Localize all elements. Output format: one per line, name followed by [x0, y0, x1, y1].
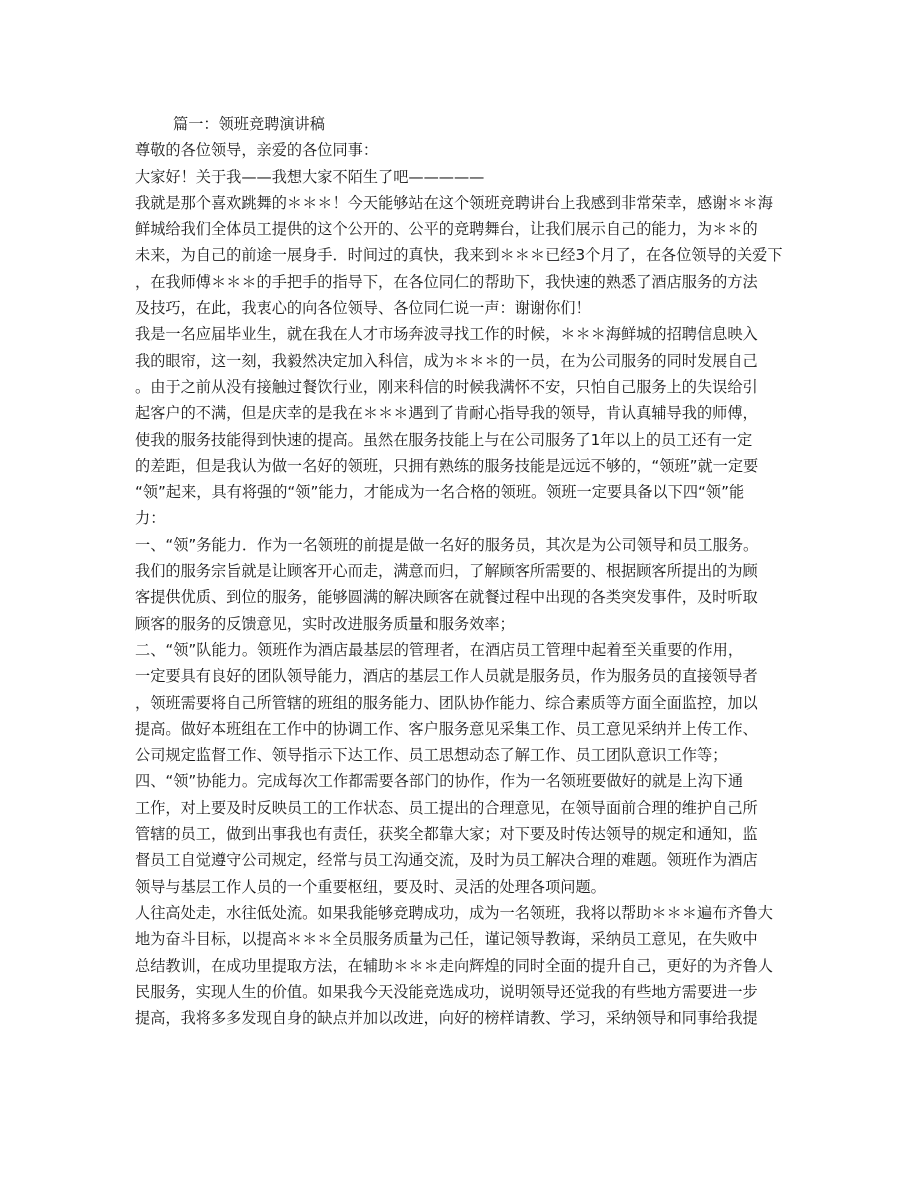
text-line: 公司规定监督工作、领导指示下达工作、员工思想动态了解工作、员工团队意识工作等；	[135, 746, 728, 765]
text-line: 我是一名应届毕业生，就在我在人才市场奔波寻找工作的时候，＊＊＊海鲜城的招聘信息映入	[135, 325, 758, 344]
text-line: 我就是那个喜欢跳舞的＊＊＊！今天能够站在这个领班竞聘讲台上我感到非常荣幸，感谢＊＊海	[135, 193, 773, 212]
text-line: 尊敬的各位领导，亲爱的各位同事：	[135, 141, 378, 160]
text-line: 力：	[135, 509, 166, 528]
document-title: 篇一：领班竞聘演讲稿	[173, 115, 325, 133]
text-line: 及技巧，在此，我衷心的向各位领导、各位同仁说一声：谢谢你们！	[135, 299, 591, 318]
text-line: 起客户的不满，但是庆幸的是我在＊＊＊遇到了肯耐心指导我的领导，肯认真辅导我的师傅，	[135, 404, 758, 423]
text-line: ，在我师傅＊＊＊的手把手的指导下，在各位同仁的帮助下，我快速的熟悉了酒店服务的方法	[135, 272, 758, 291]
text-line: 提高，我将多多发现自身的缺点并加以改进，向好的榜样请教、学习，采纳领导和同事给我提	[135, 1009, 758, 1028]
text-line: 未来，为自己的前途一展身手．时间过的真快，我来到＊＊＊已经3个月了，在各位领导的关爱下	[135, 246, 783, 265]
text-line: 地为奋斗目标，以提高＊＊＊全员服务质量为己任，谨记领导教诲，采纳员工意见，在失败中	[135, 930, 758, 949]
text-line: 民服务，实现人生的价值。如果我今天没能竞选成功，说明领导还觉我的有些地方需要进一步	[135, 982, 758, 1001]
text-line: 管辖的员工，做到出事我也有责任，获奖全都靠大家；对下要及时传达领导的规定和通知，监	[135, 825, 758, 844]
text-line: ，领班需要将自己所管辖的班组的服务能力、团队协作能力、综合素质等方面全面监控，加以	[135, 693, 758, 712]
text-line: 的差距，但是我认为做一名好的领班，只拥有熟练的服务技能是远远不够的，“领班”就一定要	[135, 456, 759, 475]
text-line: 四、“领”协能力。完成每次工作都需要各部门的协作，作为一名领班要做好的就是上沟下通	[135, 772, 744, 791]
text-line: 我的眼帘，这一刻，我毅然决定加入科信，成为＊＊＊的一员，在为公司服务的同时发展自己	[135, 351, 758, 370]
text-line: 总结教训，在成功里提取方法，在辅助＊＊＊走向辉煌的同时全面的提升自己，更好的为齐鲁人	[135, 956, 773, 975]
text-line: “领”起来，具有将强的“领”能力，才能成为一名合格的领班。领班一定要具备以下四“领”能	[135, 483, 745, 502]
text-line: 使我的服务技能得到快速的提高。虽然在服务技能上与在公司服务了1年以上的员工还有一定	[135, 430, 753, 449]
text-line: 。由于之前从没有接触过餐饮行业，刚来科信的时候我满怀不安，只怕自己服务上的失误给引	[135, 377, 758, 396]
text-line: 鲜城给我们全体员工提供的这个公开的、公平的竞聘舞台，让我们展示自己的能力，为＊＊的	[135, 220, 758, 239]
text-line: 一、“领”务能力．作为一名领班的前提是做一名好的服务员，其次是为公司领导和员工服务。	[135, 535, 759, 554]
text-line: 顾客的服务的反馈意见，实时改进服务质量和服务效率；	[135, 614, 515, 633]
text-line: 领导与基层工作人员的一个重要枢纽，要及时、灵活的处理各项问题。	[135, 877, 606, 896]
text-line: 二、“领”队能力。领班作为酒店最基层的管理者，在酒店员工管理中起着至关重要的作用，	[135, 640, 744, 659]
text-line: 提高。做好本班组在工作中的协调工作、客户服务意见采集工作、员工意见采纳并上传工作、	[135, 719, 758, 738]
text-line: 一定要具有良好的团队领导能力，酒店的基层工作人员就是服务员，作为服务员的直接领导者	[135, 667, 758, 686]
document-body	[135, 111, 795, 1031]
text-line: 工作，对上要及时反映员工的工作状态、员工提出的合理意见，在领导面前合理的维护自己所	[135, 798, 758, 817]
text-line: 人往高处走，水往低处流。如果我能够竞聘成功，成为一名领班，我将以帮助＊＊＊遍布齐鲁大	[135, 903, 773, 922]
text-line: 大家好！关于我——我想大家不陌生了吧—————	[135, 167, 485, 186]
text-line: 我们的服务宗旨就是让顾客开心而走，满意而归，了解顾客所需要的、根据顾客所提出的为顾	[135, 562, 758, 581]
text-line: 客提供优质、到位的服务，能够圆满的解决顾客在就餐过程中出现的各类突发事件，及时听取	[135, 588, 758, 607]
text-line: 督员工自觉遵守公司规定，经常与员工沟通交流，及时为员工解决合理的难题。领班作为酒店	[135, 851, 758, 870]
